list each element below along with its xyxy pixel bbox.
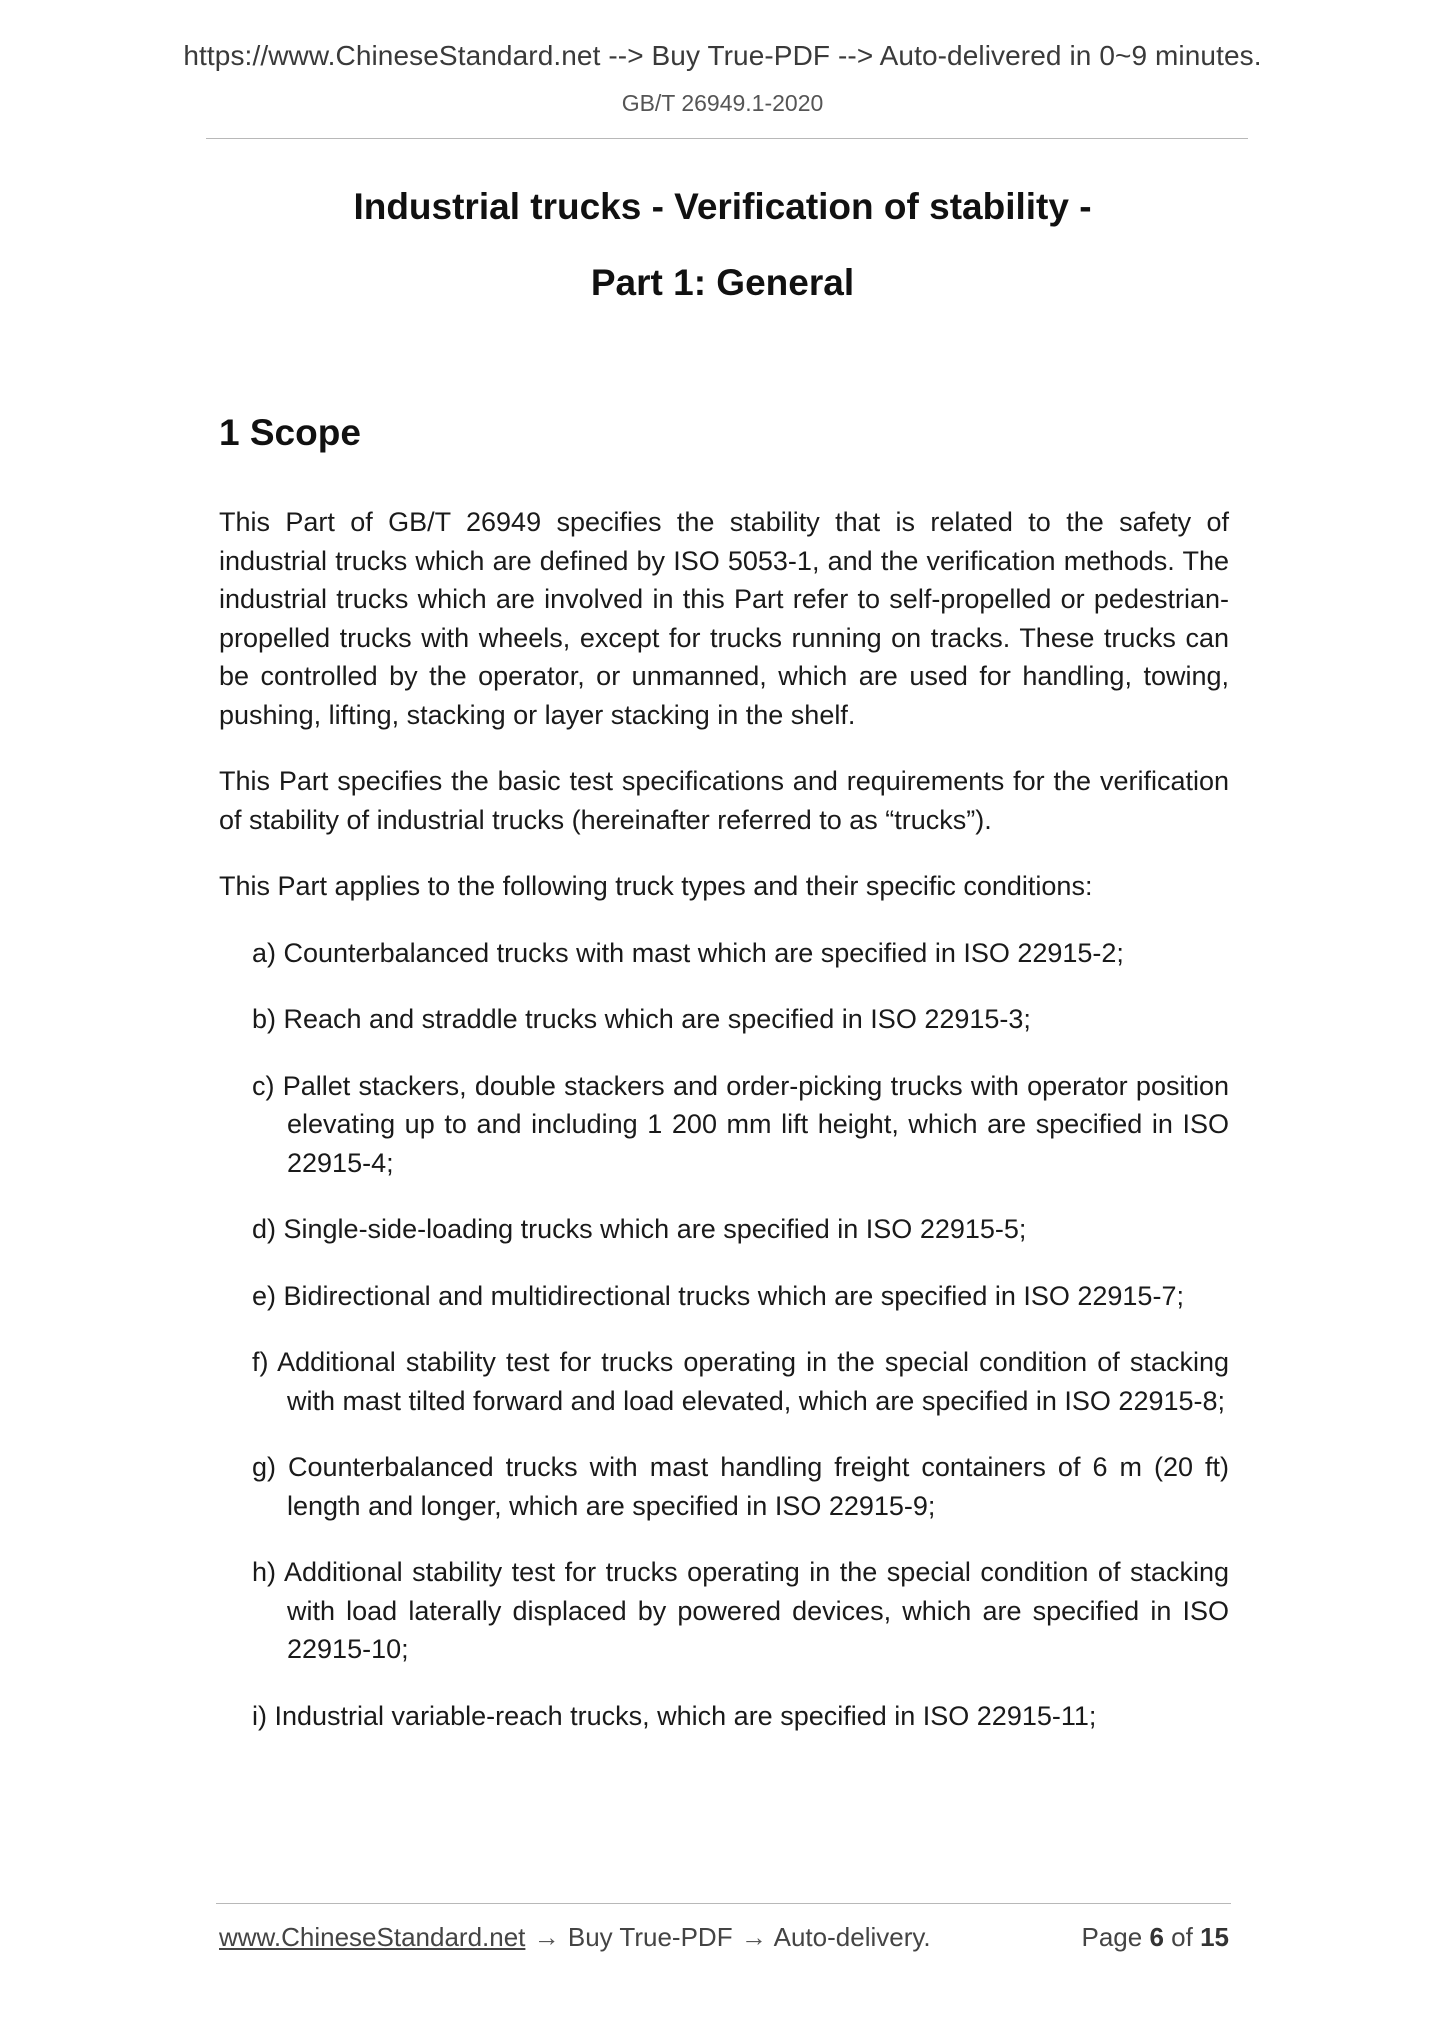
document-subtitle: Part 1: General	[590, 262, 855, 303]
page-total: 15	[1200, 1922, 1229, 1952]
section-heading-scope: 1 Scope	[219, 412, 361, 453]
arrow-right-icon: →	[533, 1922, 560, 1952]
paragraph-basic-specifications: This Part specifies the basic test specifications and requirements for the verification of stability of industrial trucks (hereinafter referred to as “trucks”).	[219, 766, 1229, 835]
list-item: c) Pallet stackers, double stackers and order-picking trucks with operator position elevating up to and including 1 200 mm lift height, which are specified in ISO 22915-4;	[252, 1070, 1229, 1178]
truck-type-list	[219, 934, 1229, 1736]
footer-buy-text: Buy True-PDF	[567, 1922, 733, 1952]
footer-divider	[216, 1903, 1231, 1904]
footer-site-link[interactable]: www.ChineseStandard.net	[219, 1922, 526, 1952]
list-item: b) Reach and straddle trucks which are specified in ISO 22915-3;	[252, 1004, 1031, 1034]
list-item: f) Additional stability test for trucks operating in the special condition of stacking with mast tilted forward and load elevated, which are specified in ISO 22915-8;	[252, 1347, 1229, 1416]
list-item: a) Counterbalanced trucks with mast which are specified in ISO 22915-2;	[252, 937, 1124, 968]
page-label: Page	[1081, 1922, 1143, 1952]
document-body	[219, 503, 1229, 1763]
paragraph-scope-definition: This Part of GB/T 26949 specifies the stability that is related to the safety of industrial trucks which are defined by ISO 5053-1, and the verification methods. The industrial trucks which are involved in this Part refer to self-propelled or pedestrian-propelled trucks with wheels, except for trucks running on tracks. These trucks can be controlled by the operator, or unmanned, which are used for handling, towing, pushing, lifting, stacking or layer stacking in the shelf.	[219, 507, 1229, 730]
page-number	[1081, 1922, 1229, 1953]
list-item: h) Additional stability test for trucks operating in the special condition of stacking with load laterally displaced by powered devices, which are specified in ISO 22915-10;	[252, 1557, 1229, 1664]
page-of-label: of	[1171, 1922, 1193, 1952]
header-source-link[interactable]: https://www.ChineseStandard.net --> Buy True-PDF --> Auto-delivered in 0~9 minutes.	[183, 40, 1262, 71]
page-current: 6	[1149, 1922, 1164, 1952]
footer-links	[219, 1922, 931, 1953]
header-divider	[206, 138, 1248, 139]
list-item: g) Counterbalanced trucks with mast handling freight containers of 6 m (20 ft) length and longer, which are specified in ISO 22915-9;	[252, 1452, 1229, 1521]
page-footer	[219, 1922, 1229, 1956]
header-standard-code: GB/T 26949.1-2020	[621, 90, 824, 116]
footer-delivery-text: Auto-delivery.	[773, 1922, 931, 1952]
list-item: e) Bidirectional and multidirectional trucks which are specified in ISO 22915-7;	[252, 1280, 1184, 1311]
list-item: i) Industrial variable-reach trucks, which are specified in ISO 22915-11;	[252, 1700, 1097, 1731]
document-title: Industrial trucks - Verification of stability -	[353, 186, 1092, 227]
list-item: d) Single-side-loading trucks which are specified in ISO 22915-5;	[252, 1214, 1027, 1244]
paragraph-applicability: This Part applies to the following truck types and their specific conditions:	[219, 871, 1093, 901]
arrow-right-icon: →	[740, 1922, 767, 1952]
